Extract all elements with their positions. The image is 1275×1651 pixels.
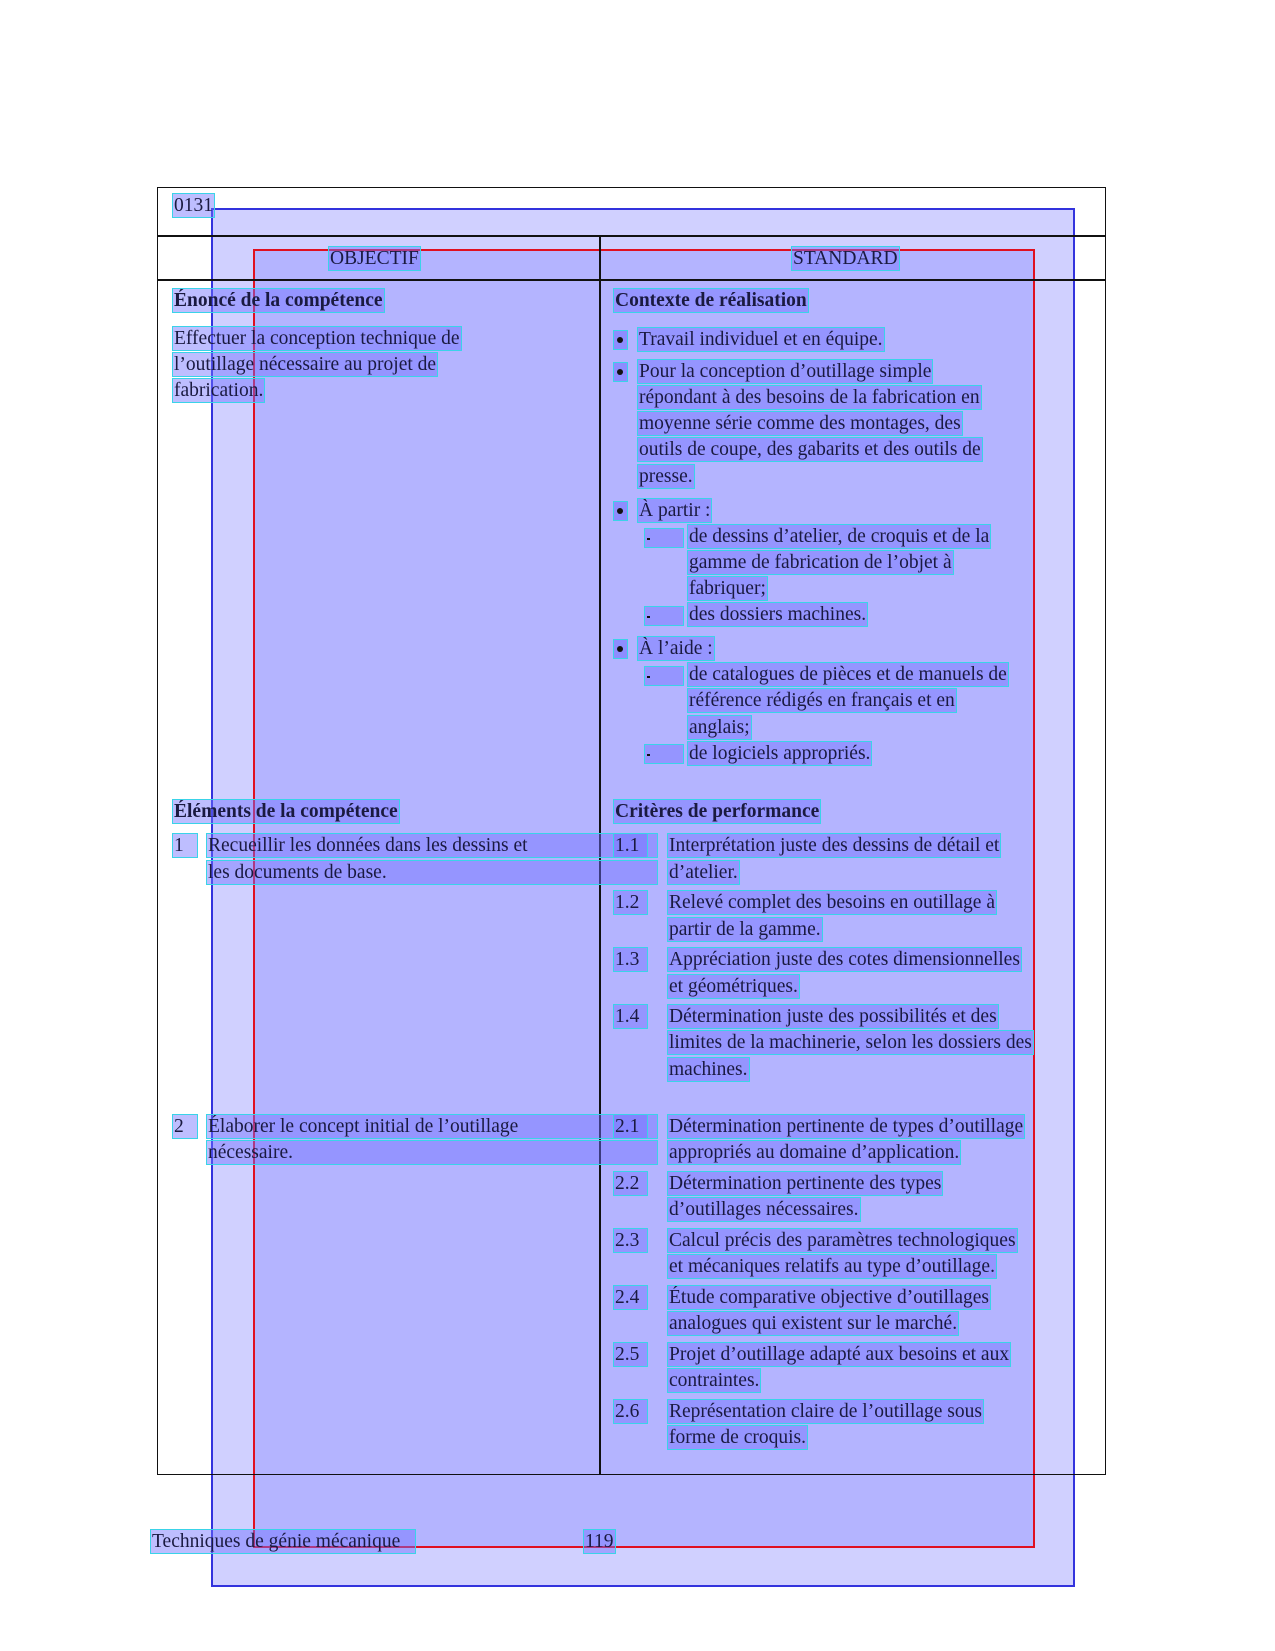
critere-line: Appréciation juste des cotes dimensionnelles [669,949,1020,970]
bullet-icon [614,363,627,381]
critere-line: Projet d’outillage adapté aux besoins et aux [669,1344,1010,1365]
enonce-line-2: l’outillage nécessaire au projet de [174,354,437,375]
contexte-b3-s1-line: de dessins d’atelier, de croquis et de la [689,526,990,547]
competency-table-frame [157,187,1106,1475]
dash-icon [645,607,683,625]
critere-number: 2.5 [614,1343,647,1366]
dash-icon [645,667,683,685]
critere-line: Relevé complet des besoins en outillage à [669,892,995,913]
element-number: 1 [173,834,197,857]
critere-line: et géométriques. [669,976,798,997]
contexte-title: Contexte de réalisation [615,290,807,311]
contexte-b3-s2: des dossiers machines. [689,604,867,625]
contexte-b4: À l’aide : [639,638,713,659]
critere-line: partir de la gamme. [669,919,821,940]
critere-line: Étude comparative objective d’outillages [669,1287,990,1308]
critere-number: 2.1 [614,1115,647,1138]
critere-line: forme de croquis. [669,1427,806,1448]
critere-line: Détermination pertinente des types [669,1173,942,1194]
contexte-b2-line: outils de coupe, des gabarits et des outils de [639,439,981,460]
dash-icon [645,529,683,547]
critere-line: analogues qui existent sur le marché. [669,1313,958,1334]
critere-line: d’outillages nécessaires. [669,1199,859,1220]
doc-code: 0131 [174,195,213,216]
table-divider-top [157,235,1106,237]
contexte-b4-s1-line: anglais; [689,717,750,738]
critere-line: appropriés au domaine d’application. [669,1142,960,1163]
critere-number: 1.2 [614,891,647,914]
contexte-b2-line: moyenne série comme des montages, des [639,413,961,434]
contexte-b3-s1-line: fabriquer; [689,578,766,599]
critere-number: 1.4 [614,1005,647,1028]
table-divider-header [157,279,1106,281]
footer-page-number: 119 [585,1531,614,1552]
critere-line: Représentation claire de l’outillage sous [669,1401,982,1422]
contexte-b2-line: presse. [639,466,693,487]
dash-icon [645,745,683,763]
contexte-b4-s1-line: de catalogues de pièces et de manuels de [689,664,1007,685]
enonce-title: Énoncé de la compétence [174,290,383,311]
contexte-b2-line: Pour la conception d’outillage simple [639,361,932,382]
critere-number: 1.1 [614,834,647,857]
contexte-b4-s1-line: référence rédigés en français et en [689,690,955,711]
contexte-b3: À partir : [639,500,711,521]
critere-line: et mécaniques relatifs au type d’outillage. [669,1256,995,1277]
element-1-line: Recueillir les données dans les dessins et [207,834,657,857]
element-1-line: les documents de base. [207,861,657,884]
critere-line: Détermination juste des possibilités et des [669,1006,997,1027]
contexte-b4-s2: de logiciels appropriés. [689,743,871,764]
enonce-line-3: fabrication. [174,380,264,401]
criteres-title: Critères de performance [615,801,820,822]
bullet-icon [614,502,627,520]
critere-line: d’atelier. [669,862,738,883]
element-2-line: Élaborer le concept initial de l’outillage [207,1115,657,1138]
contexte-b3-s1-line: gamme de fabrication de l’objet à [689,552,952,573]
contexte-b2-line: répondant à des besoins de la fabrication en [639,387,980,408]
critere-line: Calcul précis des paramètres technologiques [669,1230,1016,1251]
elements-title: Éléments de la compétence [174,801,398,822]
header-objectif: OBJECTIF [330,248,419,269]
header-standard: STANDARD [793,248,898,269]
critere-line: machines. [669,1059,748,1080]
critere-number: 2.6 [614,1400,647,1423]
critere-line: contraintes. [669,1370,760,1391]
critere-number: 2.4 [614,1286,647,1309]
element-number: 2 [173,1115,197,1138]
bullet-icon [614,331,627,349]
footer-program: Techniques de génie mécanique [151,1530,415,1553]
element-2-line: nécessaire. [207,1141,657,1164]
critere-line: Interprétation juste des dessins de détail et [669,835,1000,856]
critere-number: 2.3 [614,1229,647,1252]
critere-number: 1.3 [614,948,647,971]
contexte-b1: Travail individuel et en équipe. [639,329,883,350]
bullet-icon [614,640,627,658]
critere-line: Détermination pertinente de types d’outillage [669,1116,1024,1137]
critere-number: 2.2 [614,1172,647,1195]
critere-line: limites de la machinerie, selon les dossiers des [669,1032,1032,1053]
enonce-line-1: Effectuer la conception technique de [174,328,460,349]
